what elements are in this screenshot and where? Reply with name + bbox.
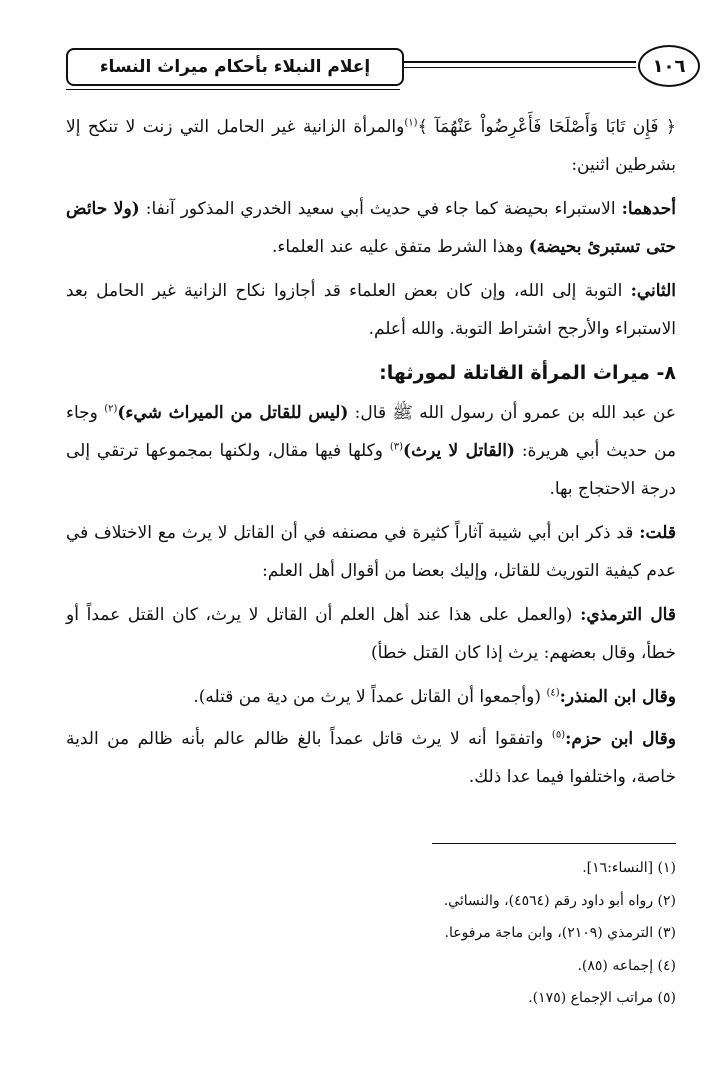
paragraph-label: قال الترمذي: — [580, 605, 676, 625]
paragraph-text: الاستبراء بحيضة كما جاء في حديث أبي سعيد الخدري المذكور آنفا: — [139, 199, 622, 219]
footnote: (٣) الترمذي (٢١٠٩)، وابن ماجة مرفوعا. — [444, 925, 676, 941]
header-rule — [404, 67, 636, 68]
footnote-ref: (٤) — [546, 687, 560, 699]
paragraph — [66, 108, 676, 184]
hadith-quote: (ولا حائض حتى تستبرئ بحيضة) — [66, 199, 676, 257]
paragraph — [66, 190, 676, 266]
header-rule — [404, 61, 636, 63]
paragraph-text: والمرأة الزانية غير الحامل التي زنت لا تنكح إلا بشرطين اثنين: — [66, 117, 676, 175]
paragraph-text: وجاء من حديث أبي هريرة: — [66, 403, 677, 461]
page-header — [60, 42, 685, 94]
footnote: (١) [النساء:١٦]. — [582, 860, 676, 876]
footnote: (٥) مراتب الإجماع (١٧٥). — [528, 990, 676, 1006]
footnote-separator — [432, 843, 676, 844]
paragraph — [66, 514, 676, 590]
quran-verse: ﴿ فَإِن تَابَا وَأَصْلَحَا فَأَعْرِضُواْ عَنْهُمَآ ﴾ — [417, 117, 676, 137]
footnote: (٢) رواه أبو داود رقم (٤٥٦٤)، والنسائي. — [443, 892, 676, 909]
paragraph-label: الثاني: — [630, 281, 676, 301]
paragraph-label: وقال ابن حزم: — [565, 729, 676, 749]
paragraph — [66, 720, 676, 796]
paragraph-label: وقال ابن المنذر: — [559, 687, 676, 707]
paragraph-text: وكلها فيها مقال، ولكنها بمجموعها ترتقي إلى درجة الاحتجاج بها. — [66, 441, 676, 499]
page-number: ١٠٦ — [638, 45, 700, 87]
paragraph-text: وهذا الشرط متفق عليه عند العلماء. — [271, 237, 529, 257]
footnote: (٤) إجماعه (٨٥). — [577, 957, 676, 974]
paragraph-label: أحدهما: — [621, 199, 676, 219]
main-text — [66, 108, 676, 802]
paragraph-label: قلت: — [639, 523, 676, 543]
paragraph-text: (وأجمعوا أن القاتل عمداً لا يرث من دية من قتله). — [193, 687, 547, 707]
paragraph-text: عن عبد الله بن عمرو أن رسول الله ﷺ قال: — [348, 403, 676, 423]
footnote-ref: (٥) — [551, 729, 566, 741]
paragraph-text: واتفقوا أنه لا يرث قاتل عمداً بالغ ظالم عالم بأنه ظالم من الدية خاصة، واختلفوا فيما عدا ذلك. — [66, 729, 676, 787]
footnote-ref: (٣) — [389, 441, 404, 453]
paragraph-text: (والعمل على هذا عند أهل العلم أن القاتل لا يرث، كان القتل عمداً أو خطأ، وقال بعضهم: يرث إذا كان القتل خطأ) — [66, 605, 676, 663]
section-heading: ٨- ميراث المرأة القاتلة لمورثها: — [379, 362, 676, 384]
footnote-ref: (٢) — [104, 403, 118, 415]
paragraph — [66, 596, 676, 672]
hadith-quote: (القاتل لا يرث) — [403, 441, 515, 461]
header-rule — [66, 89, 400, 90]
footnote-ref: (١) — [404, 117, 418, 129]
paragraph — [66, 394, 676, 508]
paragraph-text: قد ذكر ابن أبي شيبة آثاراً كثيرة في مصنفه في أن القاتل لا يرث مع الاختلاف في عدم كيفية التوريث للقاتل، وإليك بعضا من أقوال أهل العلم: — [66, 523, 676, 581]
running-title: إعلام النبلاء بأحكام ميراث النساء — [66, 48, 404, 86]
footnotes — [300, 852, 676, 1015]
hadith-quote: (ليس للقاتل من الميراث شيء) — [117, 403, 349, 423]
paragraph — [66, 678, 676, 716]
paragraph-text: التوبة إلى الله، وإن كان بعض العلماء قد أجازوا نكاح الزانية غير الحامل بعد الاستبراء والأرجح اشتراط التوبة. والله أعلم. — [66, 281, 676, 339]
paragraph — [66, 272, 676, 348]
